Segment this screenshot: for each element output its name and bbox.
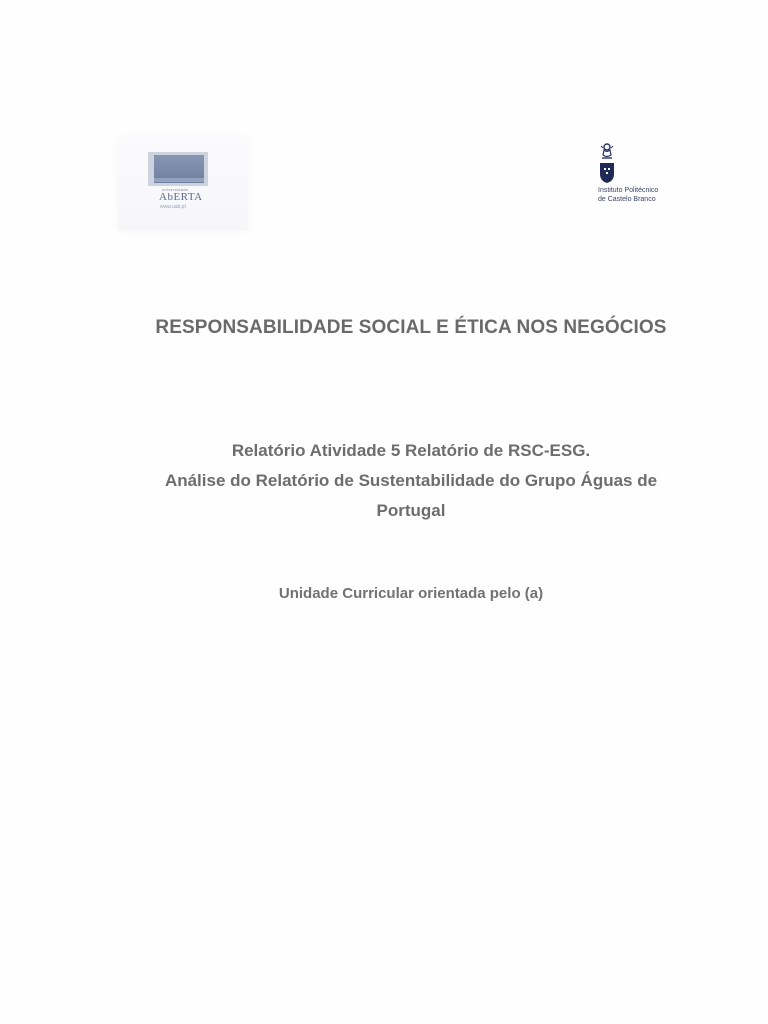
subtitle-line-1: Relatório Atividade 5 Relatório de RSC-ESG.	[231, 441, 591, 460]
subtitle-line-3: Portugal	[376, 501, 446, 520]
logo-small-text: universidade	[162, 187, 189, 192]
logo-square-bar	[154, 178, 204, 182]
ipcb-name-line1: Instituto Politécnico	[598, 187, 659, 194]
logo-url: www.uab.pt	[160, 204, 186, 210]
crest-shield-icon	[599, 162, 615, 184]
document-subtitle	[140, 436, 682, 526]
universidade-aberta-logo	[118, 138, 248, 230]
subtitle-line-2: Análise do Relatório de Sustentabilidade do Grupo Águas de	[164, 471, 658, 490]
crest-figure-icon	[599, 143, 615, 161]
logo-name: AbERTA	[159, 191, 203, 203]
supervisor-line: Unidade Curricular orientada pelo (a)	[278, 585, 544, 602]
ipcb-logo	[592, 140, 674, 210]
ipcb-name-line2: de Castelo Branco	[598, 196, 656, 203]
document-title: RESPONSABILIDADE SOCIAL E ÉTICA NOS NEGÓCIOS	[155, 317, 667, 338]
